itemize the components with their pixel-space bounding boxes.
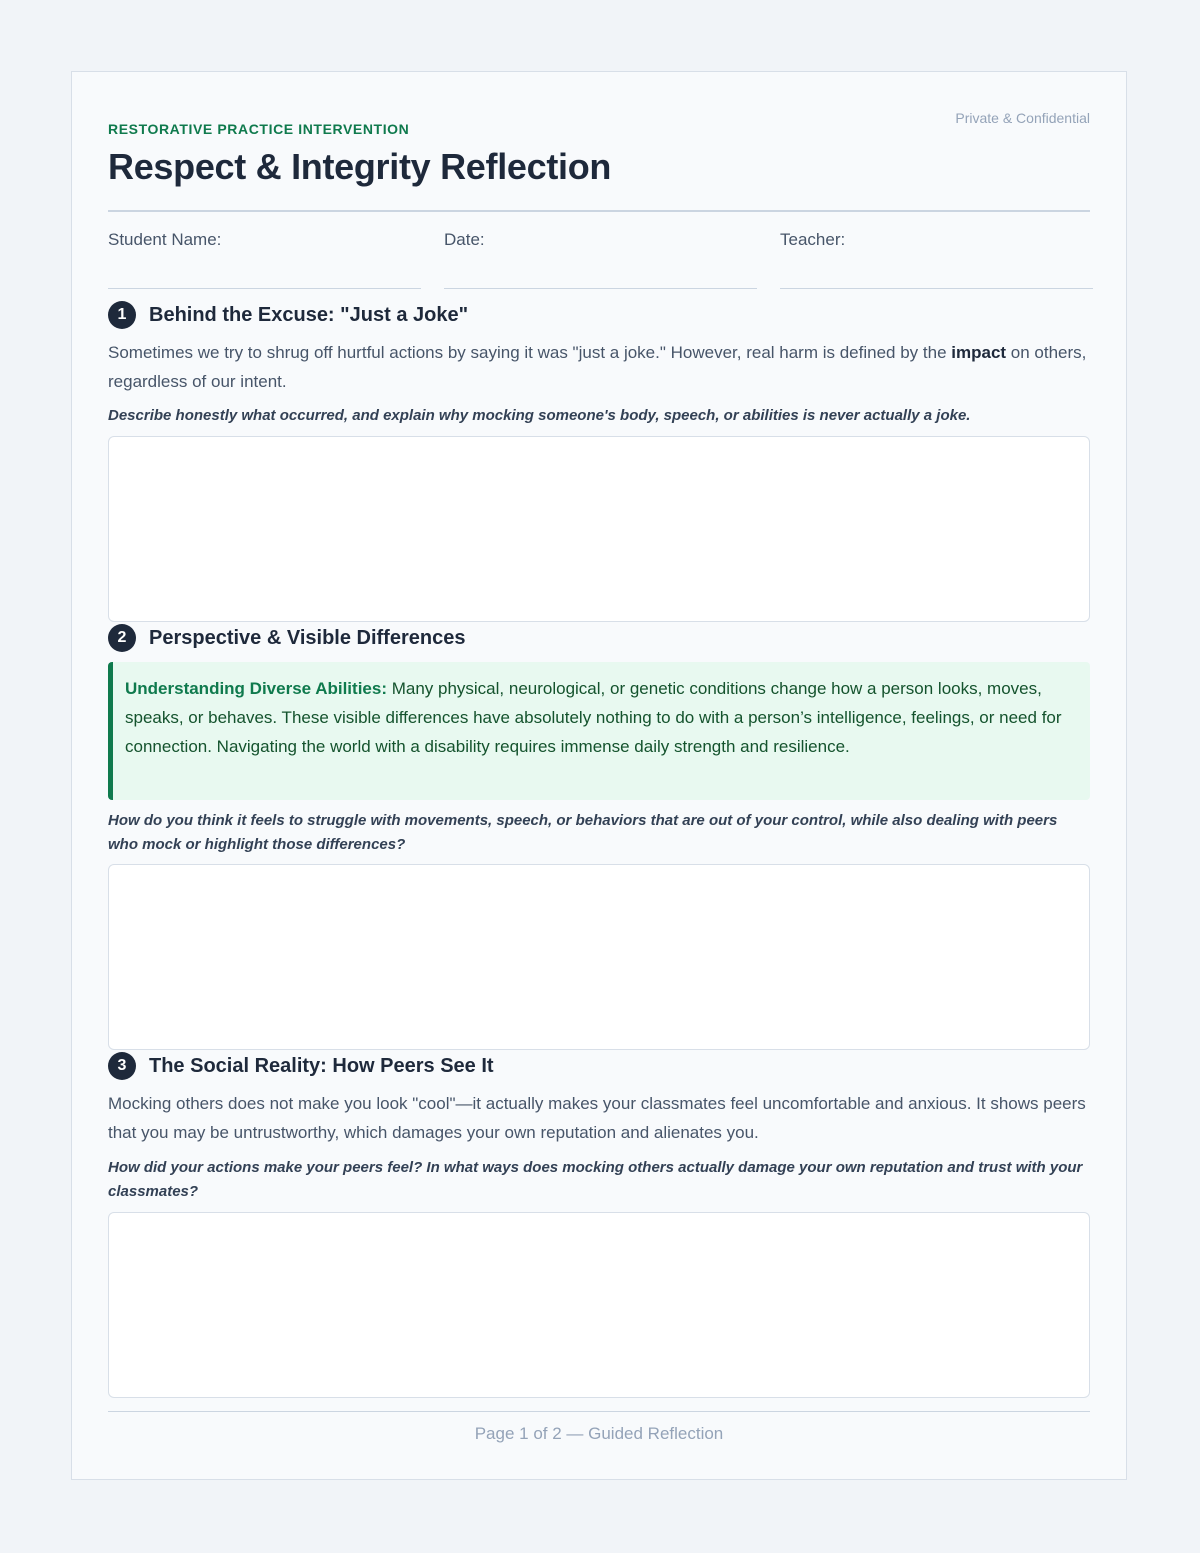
- date-label: Date:: [444, 230, 485, 249]
- diverse-abilities-callout: [108, 662, 1090, 800]
- section-title: Behind the Excuse: "Just a Joke": [149, 303, 469, 326]
- section-1-header: [108, 300, 468, 330]
- section-3-answer-box[interactable]: [108, 1212, 1090, 1398]
- section-title: The Social Reality: How Peers See It: [149, 1054, 494, 1077]
- section-1-text: Sometimes we try to shrug off hurtful actions by saying it was "just a joke." However, real harm is defined by the impact on others, regardless of our intent.: [108, 343, 1087, 391]
- kicker-label: RESTORATIVE PRACTICE INTERVENTION: [108, 121, 410, 137]
- confidential-label: Private & Confidential: [955, 110, 1090, 126]
- worksheet-page: [71, 71, 1127, 1480]
- student-name-field[interactable]: [108, 230, 421, 289]
- section-1-prompt: Describe honestly what occurred, and explain why mocking someone's body, speech, or abilities is never actually a joke.: [108, 407, 971, 424]
- section-2-prompt: How do you think it feels to struggle with movements, speech, or behaviors that are out of your control, while also dealing with peers who mock or highlight those differences?: [108, 812, 1058, 853]
- callout-text: Many physical, neurological, or genetic conditions change how a person looks, moves, speaks, or behaves. These visible differences have absolutely nothing to do with a person’s intelligence, feelings, or need for connection. Navigating the world with a disability requires immense daily strength and resilience.: [125, 679, 1062, 756]
- section-3-text: Mocking others does not make you look "cool"—it actually makes your classmates feel uncomfortable and anxious. It shows peers that you may be untrustworthy, which damages your own reputation and alienates you.: [108, 1094, 1086, 1142]
- student-name-label: Student Name:: [108, 230, 222, 249]
- section-number-badge: 2: [108, 624, 136, 652]
- page-footer: Page 1 of 2 — Guided Reflection: [474, 1424, 724, 1443]
- section-1-answer-box[interactable]: [108, 436, 1090, 622]
- section-number-badge: 1: [108, 301, 136, 329]
- page-title: Respect & Integrity Reflection: [108, 146, 612, 187]
- impact-emphasis: impact: [951, 343, 1007, 362]
- section-3-header: [108, 1051, 494, 1081]
- section-number-badge: 3: [108, 1052, 136, 1080]
- student-info-row: [108, 230, 1090, 290]
- date-field[interactable]: [444, 230, 757, 289]
- section-2-header: [108, 623, 465, 653]
- section-3-prompt: How did your actions make your peers feel? In what ways does mocking others actually damage your own reputation and trust with your classmates?: [108, 1159, 1083, 1200]
- section-title: Perspective & Visible Differences: [149, 626, 466, 649]
- section-2-answer-box[interactable]: [108, 864, 1090, 1050]
- callout-heading: Understanding Diverse Abilities:: [125, 679, 387, 698]
- title-divider: [108, 210, 1090, 212]
- teacher-field[interactable]: [780, 230, 1093, 289]
- footer-divider: [108, 1411, 1090, 1412]
- teacher-label: Teacher:: [780, 230, 846, 249]
